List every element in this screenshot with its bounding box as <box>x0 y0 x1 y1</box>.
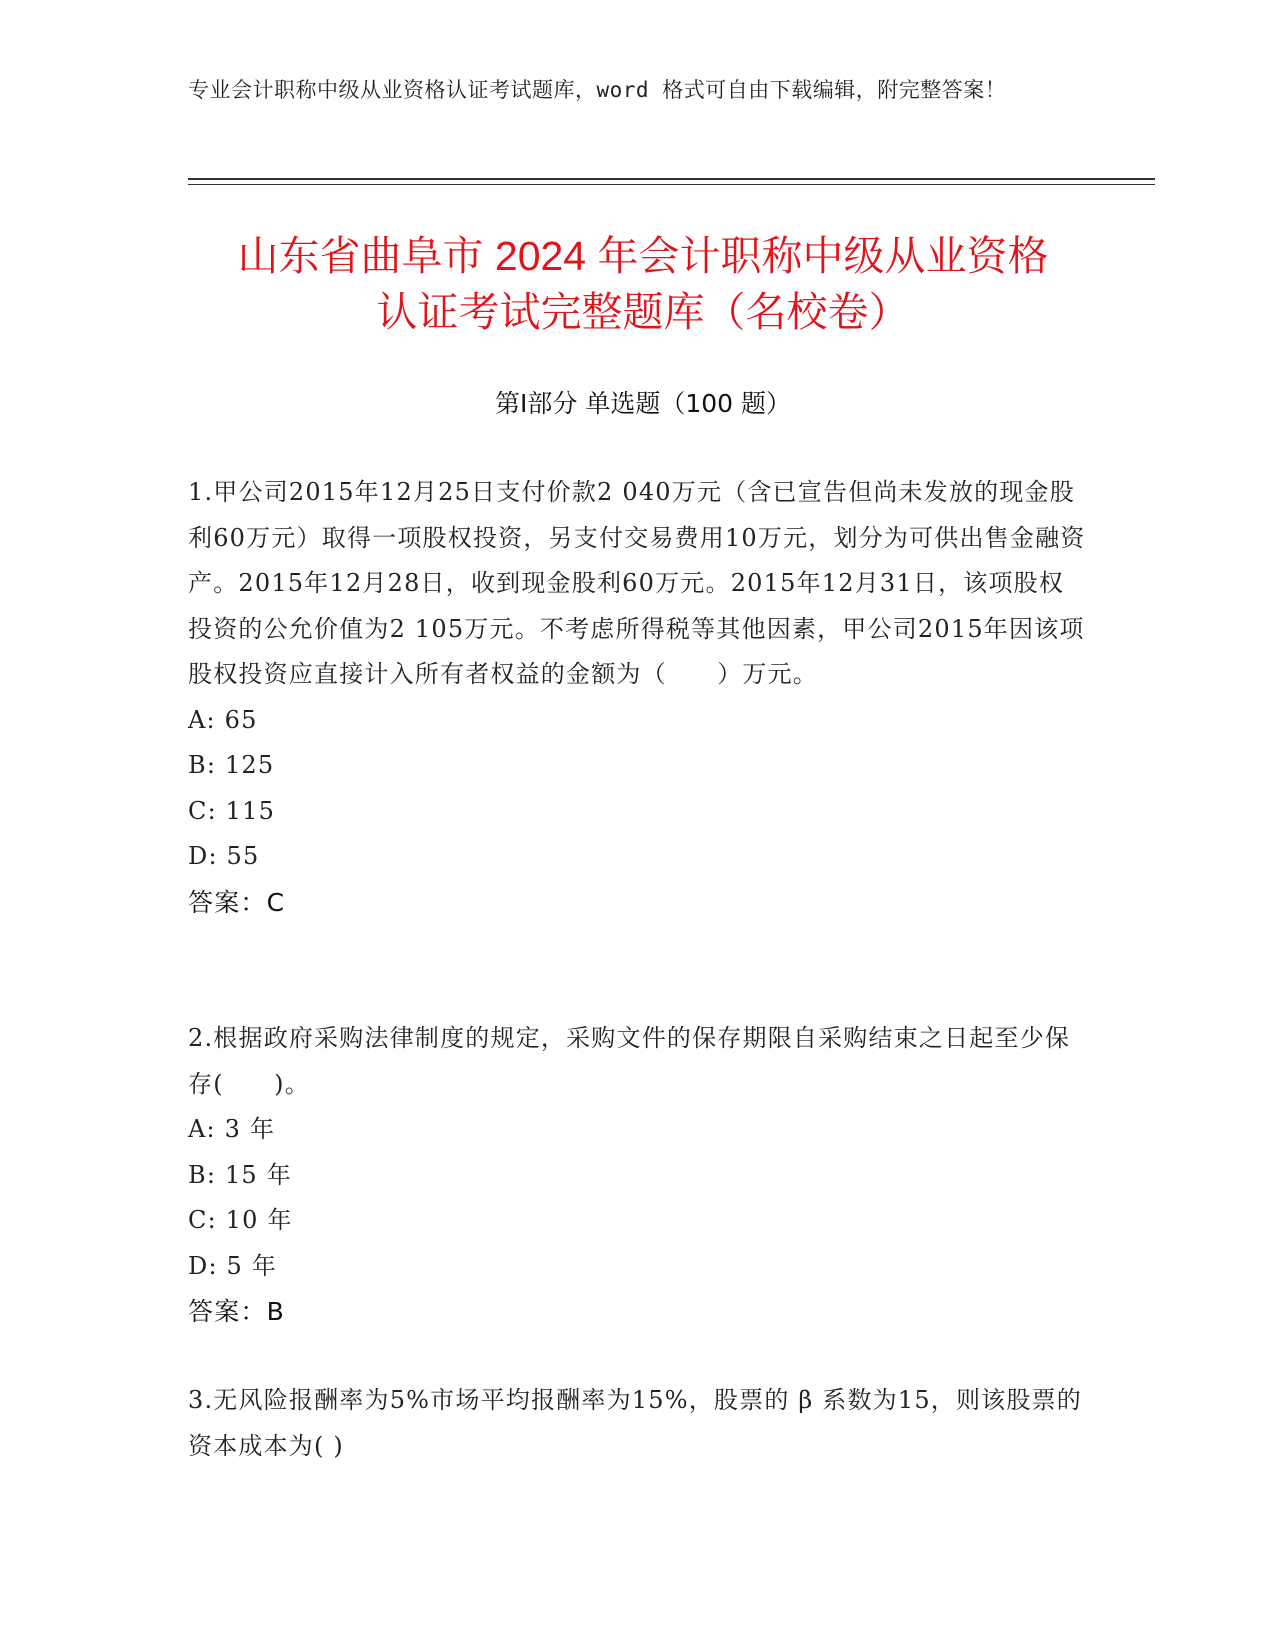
option-d: D: 55 <box>188 842 260 870</box>
header-note: 专业会计职称中级从业资格认证考试题库，word 格式可自由下载编辑，附完整答案！ <box>188 78 1007 102</box>
section-title: 第Ⅰ部分 单选题（100 题） <box>495 389 791 418</box>
answer: 答案：C <box>188 887 286 917</box>
option-a: A: 65 <box>188 705 258 734</box>
question-stem: 2.根据政府采购法律制度的规定，采购文件的保存期限自采购结束之日起至少保存( )。 <box>188 1024 1071 1098</box>
question-stem: 1.甲公司2015年12月25日支付价款2 040万元（含已宣告但尚未发放的现金股利60万元）取得一项股权投资，另支付交易费用10万元，划分为可供出售金融资产。2015年12月28日，收到现金股利60万元。2015年12月31日，该项股权投资的公允价值为2 105万元。不考虑所得税等其他因素，甲公司2015年因该项股权投资应直接计入所有者权益的金额为（ ）万元。 <box>188 478 1086 688</box>
document-title <box>188 228 1098 340</box>
question-1 <box>188 470 1088 925</box>
header-rule-thin <box>188 184 1155 185</box>
option-c: C: 115 <box>188 796 276 825</box>
document-title-line-2: 认证考试完整题库（名校卷） <box>376 289 910 335</box>
option-a: A: 3 年 <box>188 1115 276 1143</box>
answer: 答案：B <box>188 1297 285 1326</box>
question-3 <box>188 1378 1088 1469</box>
document-title-line-1: 山东省曲阜市 2024 年会计职称中级从业资格 <box>237 233 1049 279</box>
question-stem: 3.无风险报酬率为5%市场平均报酬率为15%，股票的 β 系数为15，则该股票的资本成本为( ) <box>188 1386 1082 1460</box>
header-rule-thick <box>188 178 1155 180</box>
option-b: B: 125 <box>188 751 275 779</box>
option-b: B: 15 年 <box>188 1160 292 1189</box>
option-c: C: 10 年 <box>188 1206 293 1234</box>
option-d: D: 5 年 <box>188 1251 278 1280</box>
question-2 <box>188 1016 1088 1335</box>
